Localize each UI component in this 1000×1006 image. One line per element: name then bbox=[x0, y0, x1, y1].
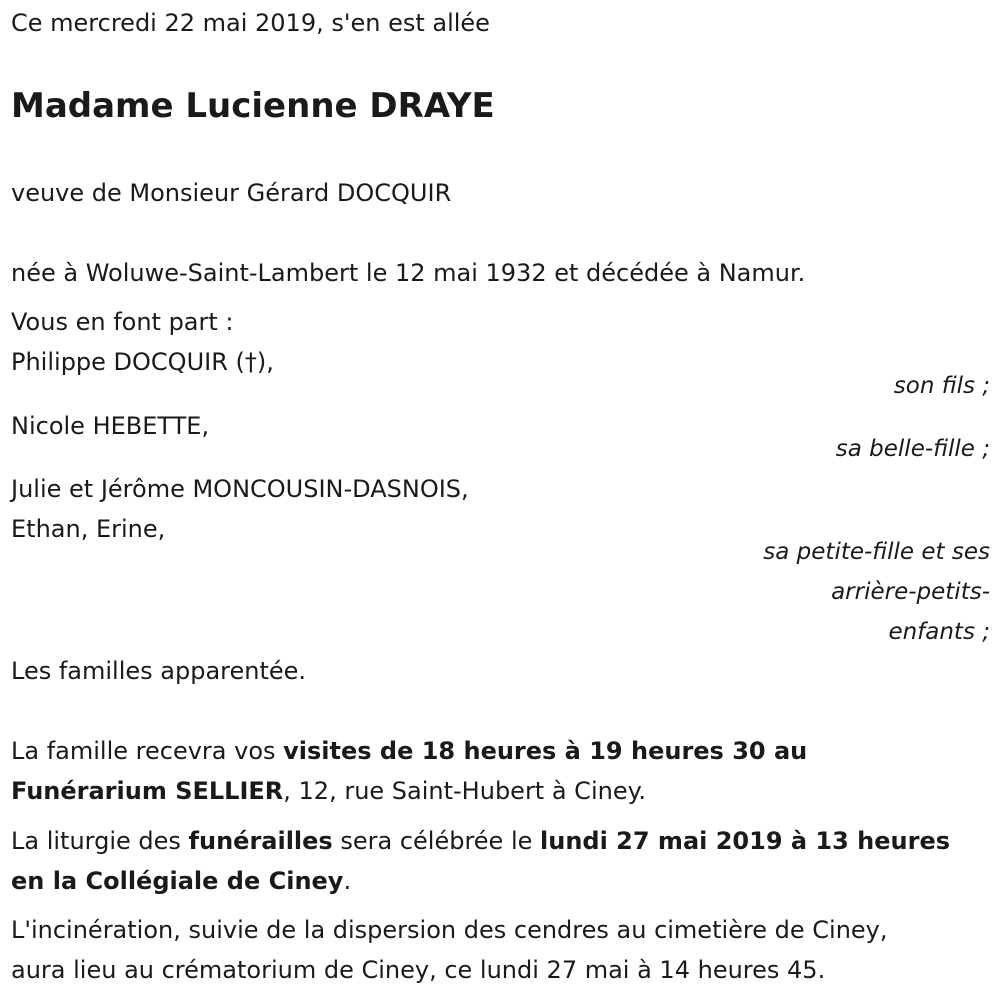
spouse-line: veuve de Monsieur Gérard DOCQUIR bbox=[11, 179, 452, 207]
funeral-text: . bbox=[343, 867, 352, 895]
family-relation: sa petite-fille et ses bbox=[763, 539, 990, 565]
funeral-text: La liturgie des bbox=[11, 827, 189, 855]
funeral-datetime: lundi 27 mai 2019 à 13 heures bbox=[540, 827, 951, 855]
funeral-word: funérailles bbox=[188, 827, 333, 855]
visits-line-2 bbox=[11, 776, 646, 806]
intro-line: Ce mercredi 22 mai 2019, s'en est allée bbox=[11, 9, 490, 37]
cremation-line: aura lieu au crématorium de Ciney, ce lundi 27 mai à 14 heures 45. bbox=[11, 956, 826, 984]
visits-text: La famille recevra vos bbox=[11, 737, 284, 765]
funerarium-name: Funérarium SELLIER bbox=[11, 777, 284, 805]
funeral-text: sera célébrée le bbox=[332, 827, 541, 855]
visits-hours: visites de 18 heures à 19 heures 30 au bbox=[283, 737, 808, 765]
announce-intro: Vous en font part : bbox=[11, 308, 234, 336]
funeral-line-2 bbox=[11, 866, 351, 896]
family-relation: son fils ; bbox=[893, 373, 990, 399]
family-member-name: Philippe DOCQUIR (†), bbox=[11, 348, 274, 376]
families-line: Les familles apparentée. bbox=[11, 657, 307, 685]
cremation-line: L'incinération, suivie de la dispersion des cendres au cimetière de Ciney, bbox=[11, 916, 888, 944]
birth-death-line: née à Woluwe-Saint-Lambert le 12 mai 1932 et décédée à Namur. bbox=[11, 259, 806, 287]
funeral-location: en la Collégiale de Ciney bbox=[11, 867, 344, 895]
funerarium-address: , 12, rue Saint-Hubert à Ciney. bbox=[283, 777, 646, 805]
visits-line-1 bbox=[11, 736, 807, 766]
family-relation: arrière-petits- bbox=[831, 579, 990, 605]
family-relation: enfants ; bbox=[888, 619, 990, 645]
family-relation: sa belle-fille ; bbox=[835, 436, 990, 462]
family-member-name: Julie et Jérôme MONCOUSIN-DASNOIS, bbox=[11, 475, 469, 503]
family-member-name: Ethan, Erine, bbox=[11, 515, 166, 543]
family-member-name: Nicole HEBETTE, bbox=[11, 412, 210, 440]
deceased-name: Madame Lucienne DRAYE bbox=[11, 86, 495, 126]
funeral-line-1 bbox=[11, 826, 950, 856]
